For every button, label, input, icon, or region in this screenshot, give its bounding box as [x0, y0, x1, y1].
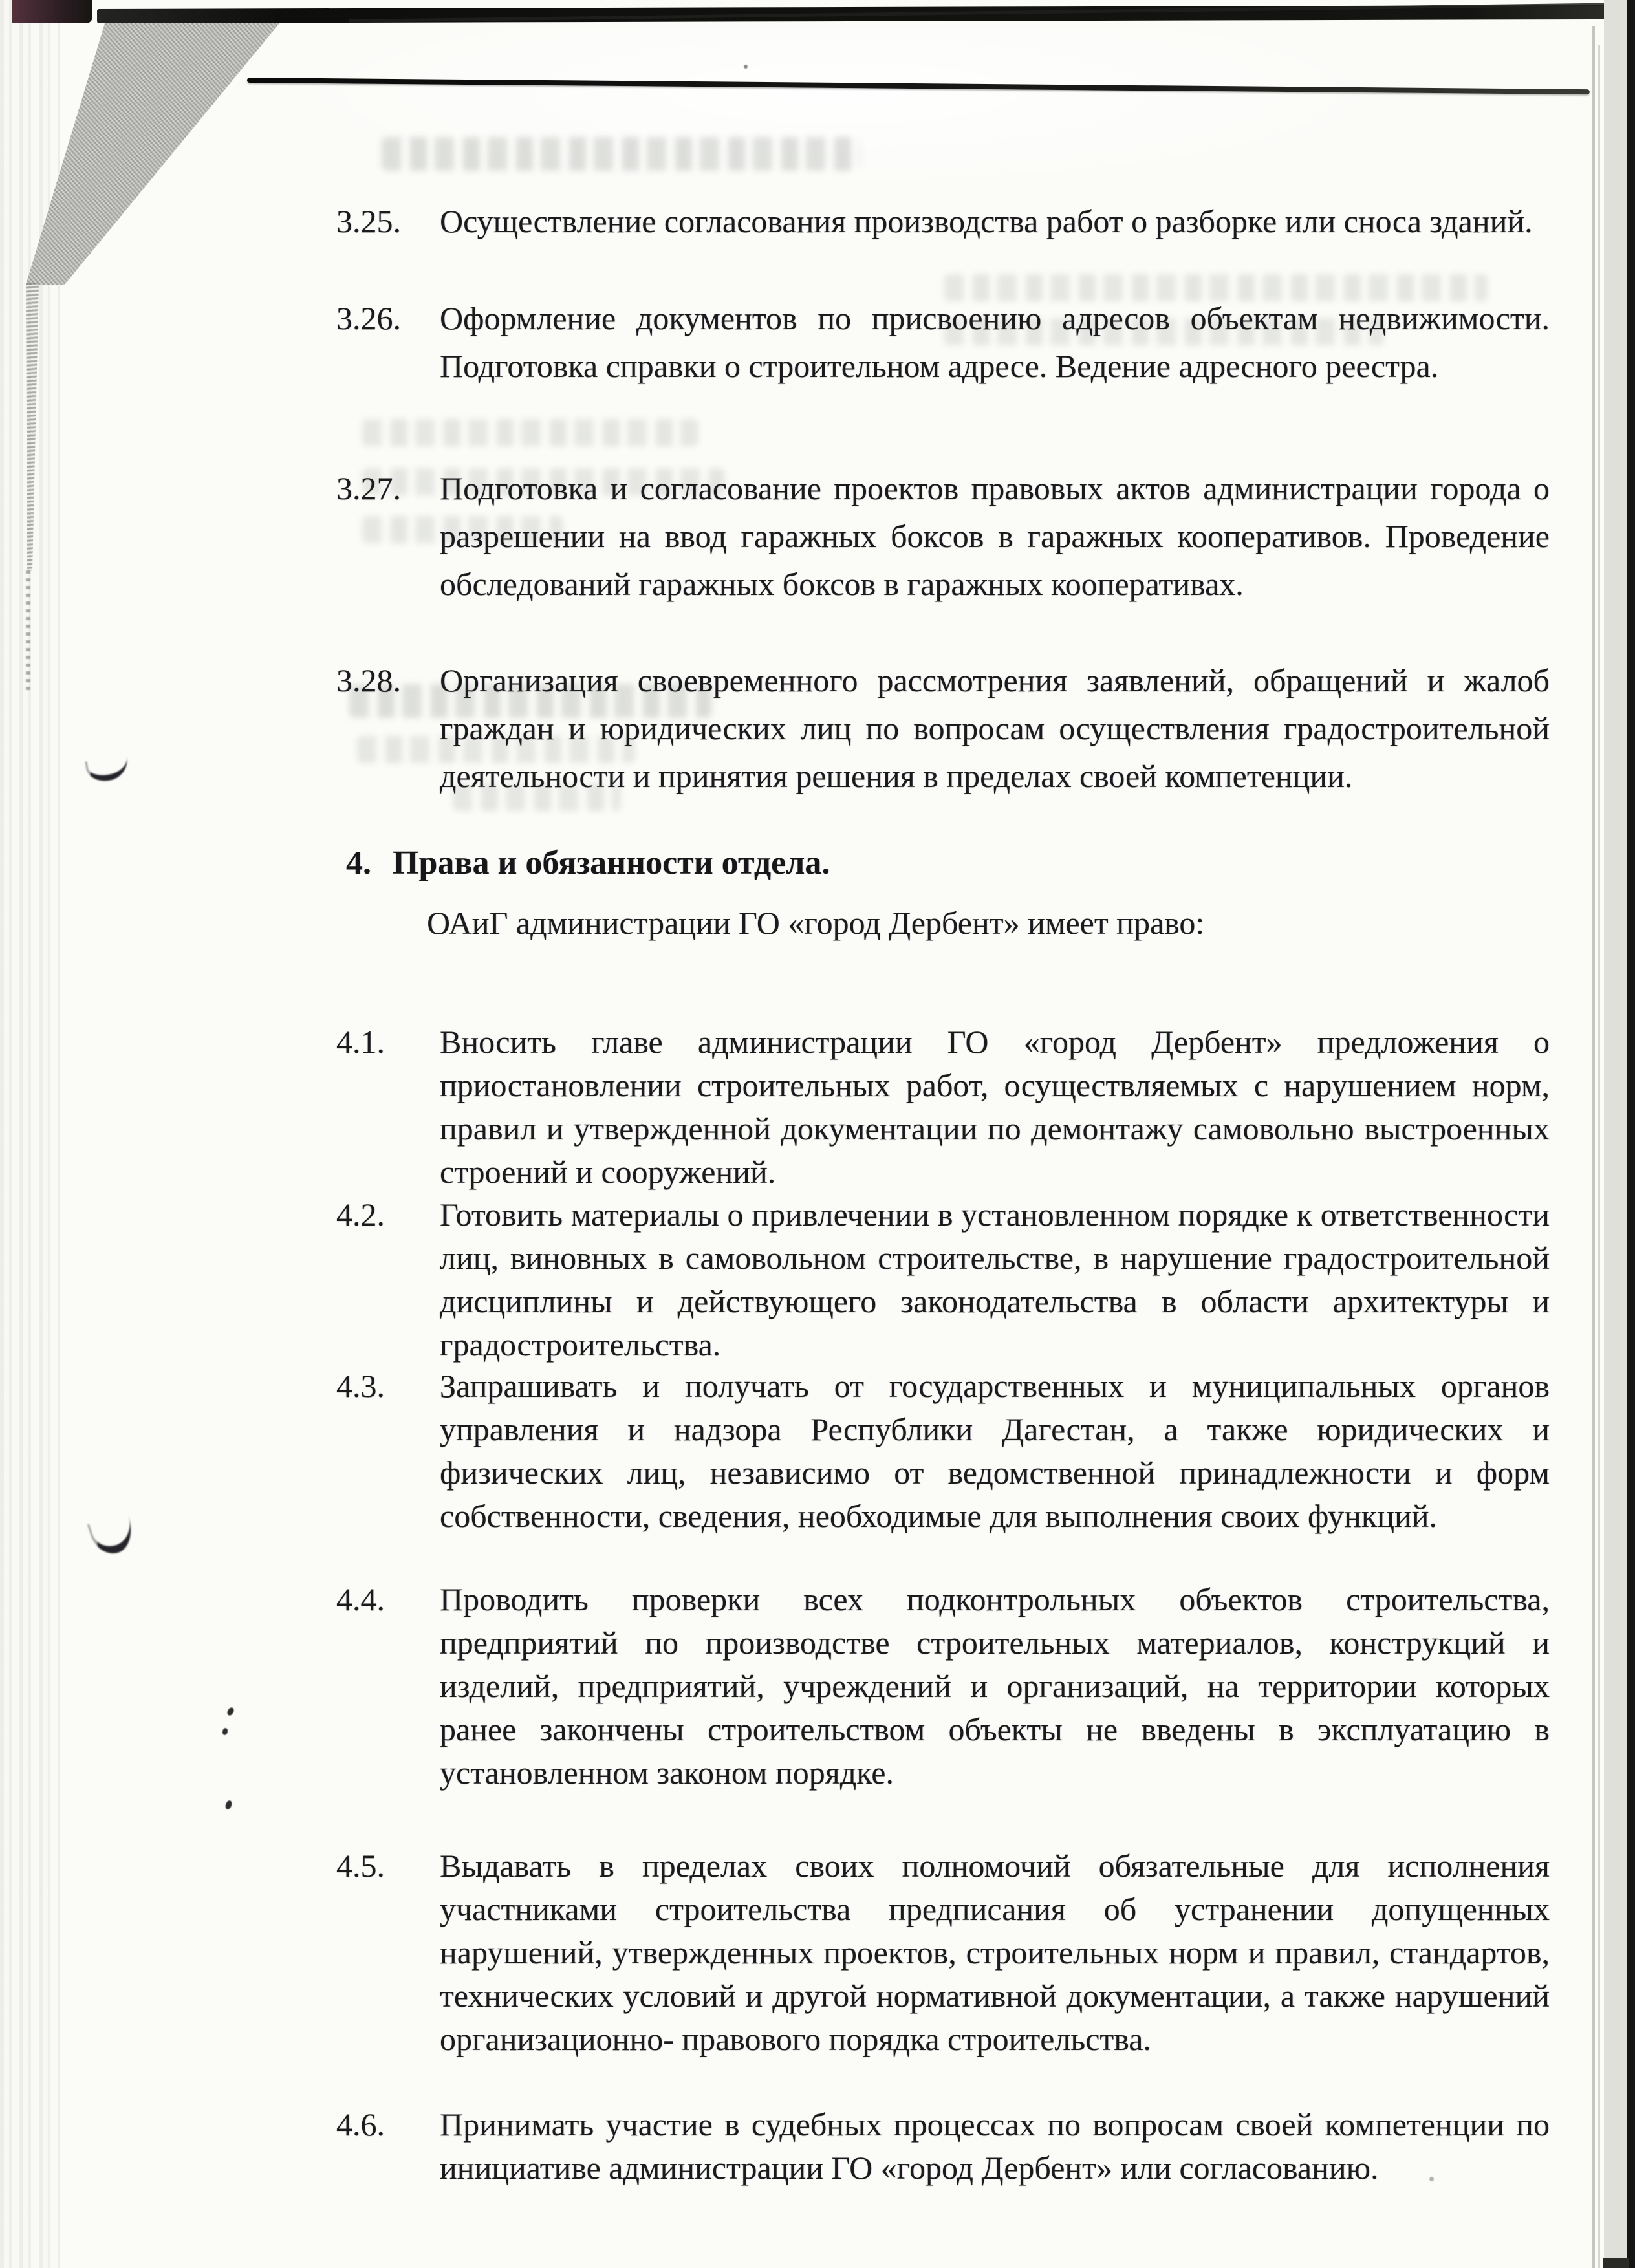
ink-speck — [224, 1800, 233, 1810]
list-item-3-25 — [336, 197, 1550, 245]
list-item-3-28 — [336, 656, 1550, 800]
section-number: 4. — [346, 845, 371, 882]
list-item-3-27 — [336, 464, 1550, 608]
item-number: 3.27. — [336, 470, 401, 506]
item-number: 4.4. — [336, 1581, 385, 1617]
scan-edge-dotted-line — [26, 570, 30, 690]
item-number: 4.2. — [336, 1196, 385, 1233]
item-number: 4.5. — [336, 1848, 385, 1884]
section-title: Права и обязанности отдела. — [393, 845, 830, 882]
sheet-edge-line — [1592, 26, 1595, 2268]
pen-check-mark — [87, 1511, 138, 1559]
list-item-4-2 — [336, 1193, 1550, 1366]
item-text: Вносить главе администрации ГО «город Дербент» предложения о приостановлении строительных работ, осуществляемых с нарушением норм, правил и утвержденной документации по демонтажу самовольно выстроенных строений и сооружений. — [440, 1024, 1550, 1190]
item-text: Готовить материалы о привлечении в установленном порядке к ответственности лиц, виновных в самовольном строительстве, в нарушение градостроительной дисциплины и действующего законодательства в области архитектуры и градостроительства. — [440, 1196, 1550, 1363]
item-number: 3.26. — [336, 300, 401, 336]
scan-bottom-sliver — [1603, 2258, 1629, 2268]
scanner-right-strip — [1604, 0, 1627, 2268]
pen-check-mark — [85, 755, 130, 784]
list-item-4-5 — [336, 1844, 1550, 2061]
item-text: Оформление документов по присвоению адресов объектам недвижимости. Подготовка справки о строительном адресе. Ведение адресного реестра. — [440, 300, 1550, 384]
item-text: Подготовка и согласование проектов правовых актов администрации города о разрешении на ввод гаражных боксов в гаражных кооперативов. Проведение обследований гаражных боксов в гаражных кооперативах. — [440, 470, 1550, 602]
item-number: 4.3. — [336, 1368, 385, 1404]
item-number: 3.28. — [336, 662, 401, 698]
section-heading — [346, 844, 1531, 882]
item-text: Проводить проверки всех подконтрольных объектов строительства, предприятий по производстве строительных материалов, конструкций и изделий, предприятий, учреждений и организаций, на территории которых ранее закончены строительством объекты не введены в эксплуатацию в установленном законом порядке. — [440, 1581, 1550, 1791]
item-text: Запрашивать и получать от государственных и муниципальных органов управления и надзора Республики Дагестан, а также юридических и физических лиц, независимо от ведомственной принадлежности и форм собственности, сведения, необходимые для выполнения своих функций. — [440, 1368, 1550, 1534]
item-text: Выдавать в пределах своих полномочий обязательные для исполнения участниками строительства предписания об устранении допущенных нарушений, утвержденных проектов, строительных норм и правил, стандартов, технических условий и другой нормативной документации, а также нарушений организационно- правового порядка строительства. — [440, 1848, 1550, 2057]
ink-speck — [222, 1727, 229, 1736]
ink-speck — [744, 65, 748, 69]
ink-speck — [226, 1707, 235, 1717]
item-number: 4.6. — [336, 2106, 385, 2143]
list-item-3-26 — [336, 294, 1550, 390]
item-number: 4.1. — [336, 1024, 385, 1060]
item-text: Организация своевременного рассмотрения заявлений, обращений и жалоб граждан и юридических лиц по вопросам осуществления градостроительной деятельности и принятия решения в пределах своей компетенции. — [440, 662, 1550, 794]
scanner-right-black-band — [1627, 0, 1635, 2268]
item-text: Принимать участие в судебных процессах по вопросам своей компетенции по инициативе администрации ГО «город Дербент» или согласованию. — [440, 2106, 1550, 2186]
scan-corner-blob — [12, 0, 92, 23]
bleedthrough-ghost — [382, 137, 860, 171]
list-item-4-6 — [336, 2103, 1550, 2190]
sheet-edge-line — [1598, 45, 1600, 2268]
item-number: 3.25. — [336, 203, 401, 239]
bleedthrough-ghost — [362, 419, 698, 446]
section-intro: ОАиГ администрации ГО «город Дербент» имеет право: — [427, 905, 1205, 941]
list-item-4-4 — [336, 1578, 1550, 1795]
item-text: Осуществление согласования производства работ о разборке или сноса зданий. — [440, 203, 1533, 239]
list-item-4-3 — [336, 1365, 1550, 1538]
list-item-4-1 — [336, 1021, 1550, 1194]
